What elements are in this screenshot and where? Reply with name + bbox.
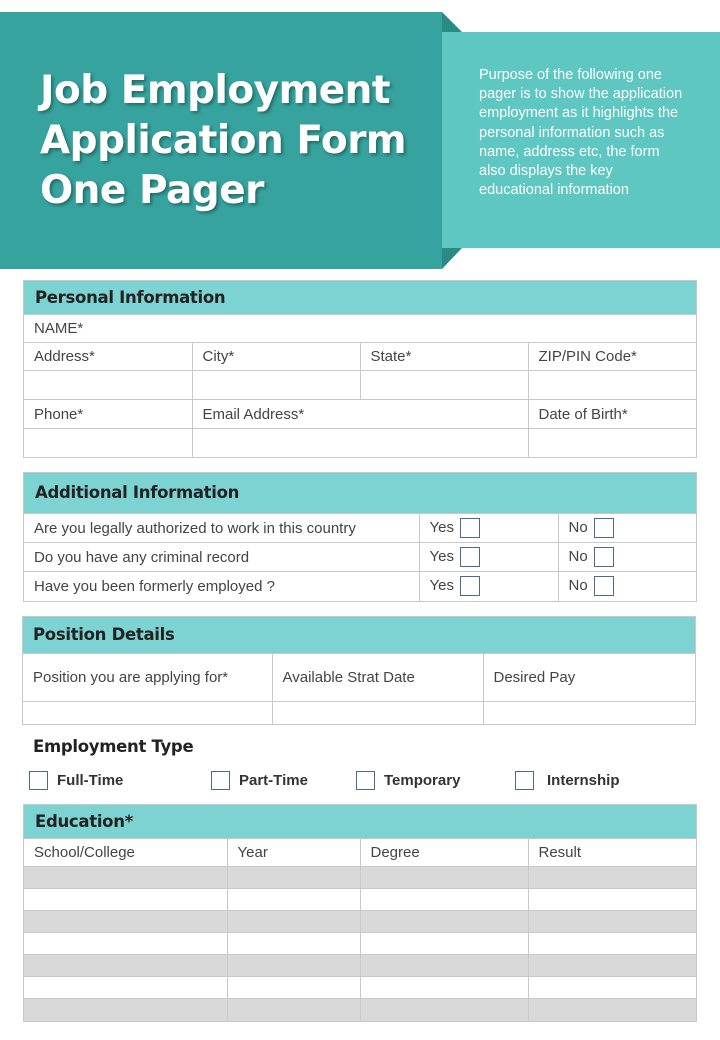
part-time-checkbox[interactable]: [211, 771, 230, 790]
school-cell[interactable]: [24, 999, 227, 1021]
yes-label: Yes: [429, 547, 454, 565]
education-heading: Education*: [24, 805, 696, 838]
zip-label: ZIP/PIN Code*: [528, 343, 696, 371]
year-cell[interactable]: [227, 867, 360, 889]
employment-option-part-time[interactable]: [211, 770, 308, 790]
school-college-column-header: School/College: [24, 839, 227, 867]
degree-column-header: Degree: [360, 839, 528, 867]
yes-checkbox[interactable]: [460, 576, 480, 596]
result-cell[interactable]: [528, 867, 696, 889]
table-row: [24, 933, 696, 955]
yes-label: Yes: [429, 577, 454, 595]
school-cell[interactable]: [24, 867, 227, 889]
answer-no: [558, 572, 696, 601]
banner-fold-bottom: [442, 248, 462, 269]
answer-no: [558, 514, 696, 543]
year-cell[interactable]: [227, 911, 360, 933]
employment-type-heading: Employment Type: [33, 737, 194, 756]
degree-cell[interactable]: [360, 933, 528, 955]
year-cell[interactable]: [227, 889, 360, 911]
address-input[interactable]: [24, 371, 192, 400]
position-details-section: [22, 616, 696, 725]
year-cell[interactable]: [227, 933, 360, 955]
table-row: [24, 999, 696, 1021]
yes-checkbox[interactable]: [460, 547, 480, 567]
full-time-label: Full-Time: [57, 771, 124, 789]
available-start-date-input[interactable]: [272, 702, 483, 724]
additional-information-section: [23, 472, 697, 602]
year-column-header: Year: [227, 839, 360, 867]
education-table: [24, 838, 696, 1021]
temporary-label: Temporary: [384, 771, 461, 789]
name-field[interactable]: NAME*: [24, 315, 696, 343]
email-input[interactable]: [192, 429, 528, 457]
result-cell[interactable]: [528, 911, 696, 933]
answer-yes: [419, 543, 558, 572]
result-cell[interactable]: [528, 977, 696, 999]
question-formerly-employed: Have you been formerly employed ?: [24, 572, 419, 601]
employment-option-temporary[interactable]: [356, 770, 460, 790]
part-time-label: Part-Time: [239, 771, 308, 789]
year-cell[interactable]: [227, 955, 360, 977]
result-cell[interactable]: [528, 955, 696, 977]
zip-input[interactable]: [528, 371, 696, 400]
internship-checkbox[interactable]: [515, 771, 534, 790]
table-row: [24, 867, 696, 889]
table-row: [24, 955, 696, 977]
result-cell[interactable]: [528, 999, 696, 1021]
title-line-1: Job Employment: [40, 68, 391, 113]
dob-label: Date of Birth*: [528, 400, 696, 429]
no-label: No: [568, 518, 588, 536]
answer-yes: [419, 514, 558, 543]
additional-information-heading: Additional Information: [24, 473, 696, 513]
degree-cell[interactable]: [360, 977, 528, 999]
degree-cell[interactable]: [360, 999, 528, 1021]
title-line-3: One Pager: [40, 168, 264, 213]
email-label: Email Address*: [192, 400, 528, 429]
no-checkbox[interactable]: [594, 547, 614, 567]
page-title: [40, 66, 430, 216]
desired-pay-label: Desired Pay: [483, 654, 695, 702]
table-row: [24, 977, 696, 999]
education-section: [23, 804, 697, 1022]
full-time-checkbox[interactable]: [29, 771, 48, 790]
result-cell[interactable]: [528, 889, 696, 911]
school-cell[interactable]: [24, 977, 227, 999]
no-checkbox[interactable]: [594, 518, 614, 538]
degree-cell[interactable]: [360, 889, 528, 911]
no-label: No: [568, 547, 588, 565]
phone-label: Phone*: [24, 400, 192, 429]
question-work-authorization: Are you legally authorized to work in this country: [24, 514, 419, 543]
banner-fold-top: [442, 12, 462, 32]
personal-information-table: [24, 314, 696, 457]
school-cell[interactable]: [24, 911, 227, 933]
year-cell[interactable]: [227, 999, 360, 1021]
employment-option-full-time[interactable]: [29, 770, 123, 790]
state-input[interactable]: [360, 371, 528, 400]
table-row: [24, 889, 696, 911]
city-input[interactable]: [192, 371, 360, 400]
personal-information-section: [23, 280, 697, 458]
title-line-2: Application Form: [40, 118, 407, 163]
degree-cell[interactable]: [360, 911, 528, 933]
position-applying-label: Position you are applying for*: [23, 654, 272, 702]
position-applying-input[interactable]: [23, 702, 272, 724]
degree-cell[interactable]: [360, 955, 528, 977]
additional-information-table: [24, 513, 696, 601]
school-cell[interactable]: [24, 889, 227, 911]
state-label: State*: [360, 343, 528, 371]
answer-yes: [419, 572, 558, 601]
position-details-heading: Position Details: [23, 617, 695, 653]
question-criminal-record: Do you have any criminal record: [24, 543, 419, 572]
result-cell[interactable]: [528, 933, 696, 955]
desired-pay-input[interactable]: [483, 702, 695, 724]
table-row: [24, 911, 696, 933]
phone-input[interactable]: [24, 429, 192, 457]
city-label: City*: [192, 343, 360, 371]
year-cell[interactable]: [227, 977, 360, 999]
no-label: No: [568, 577, 588, 595]
school-cell[interactable]: [24, 933, 227, 955]
employment-option-internship[interactable]: [515, 770, 620, 790]
degree-cell[interactable]: [360, 867, 528, 889]
position-details-table: [23, 653, 695, 724]
no-checkbox[interactable]: [594, 576, 614, 596]
internship-label: Internship: [547, 771, 620, 789]
address-label: Address*: [24, 343, 192, 371]
yes-label: Yes: [429, 518, 454, 536]
dob-input[interactable]: [528, 429, 696, 457]
school-cell[interactable]: [24, 955, 227, 977]
answer-no: [558, 543, 696, 572]
page-description: Purpose of the following one pager is to show the application employment as it highlights the personal information such as name, address etc, the form also displays the key educational information: [479, 67, 683, 199]
result-column-header: Result: [528, 839, 696, 867]
personal-information-heading: Personal Information: [24, 281, 696, 314]
temporary-checkbox[interactable]: [356, 771, 375, 790]
available-start-date-label: Available Strat Date: [272, 654, 483, 702]
yes-checkbox[interactable]: [460, 518, 480, 538]
